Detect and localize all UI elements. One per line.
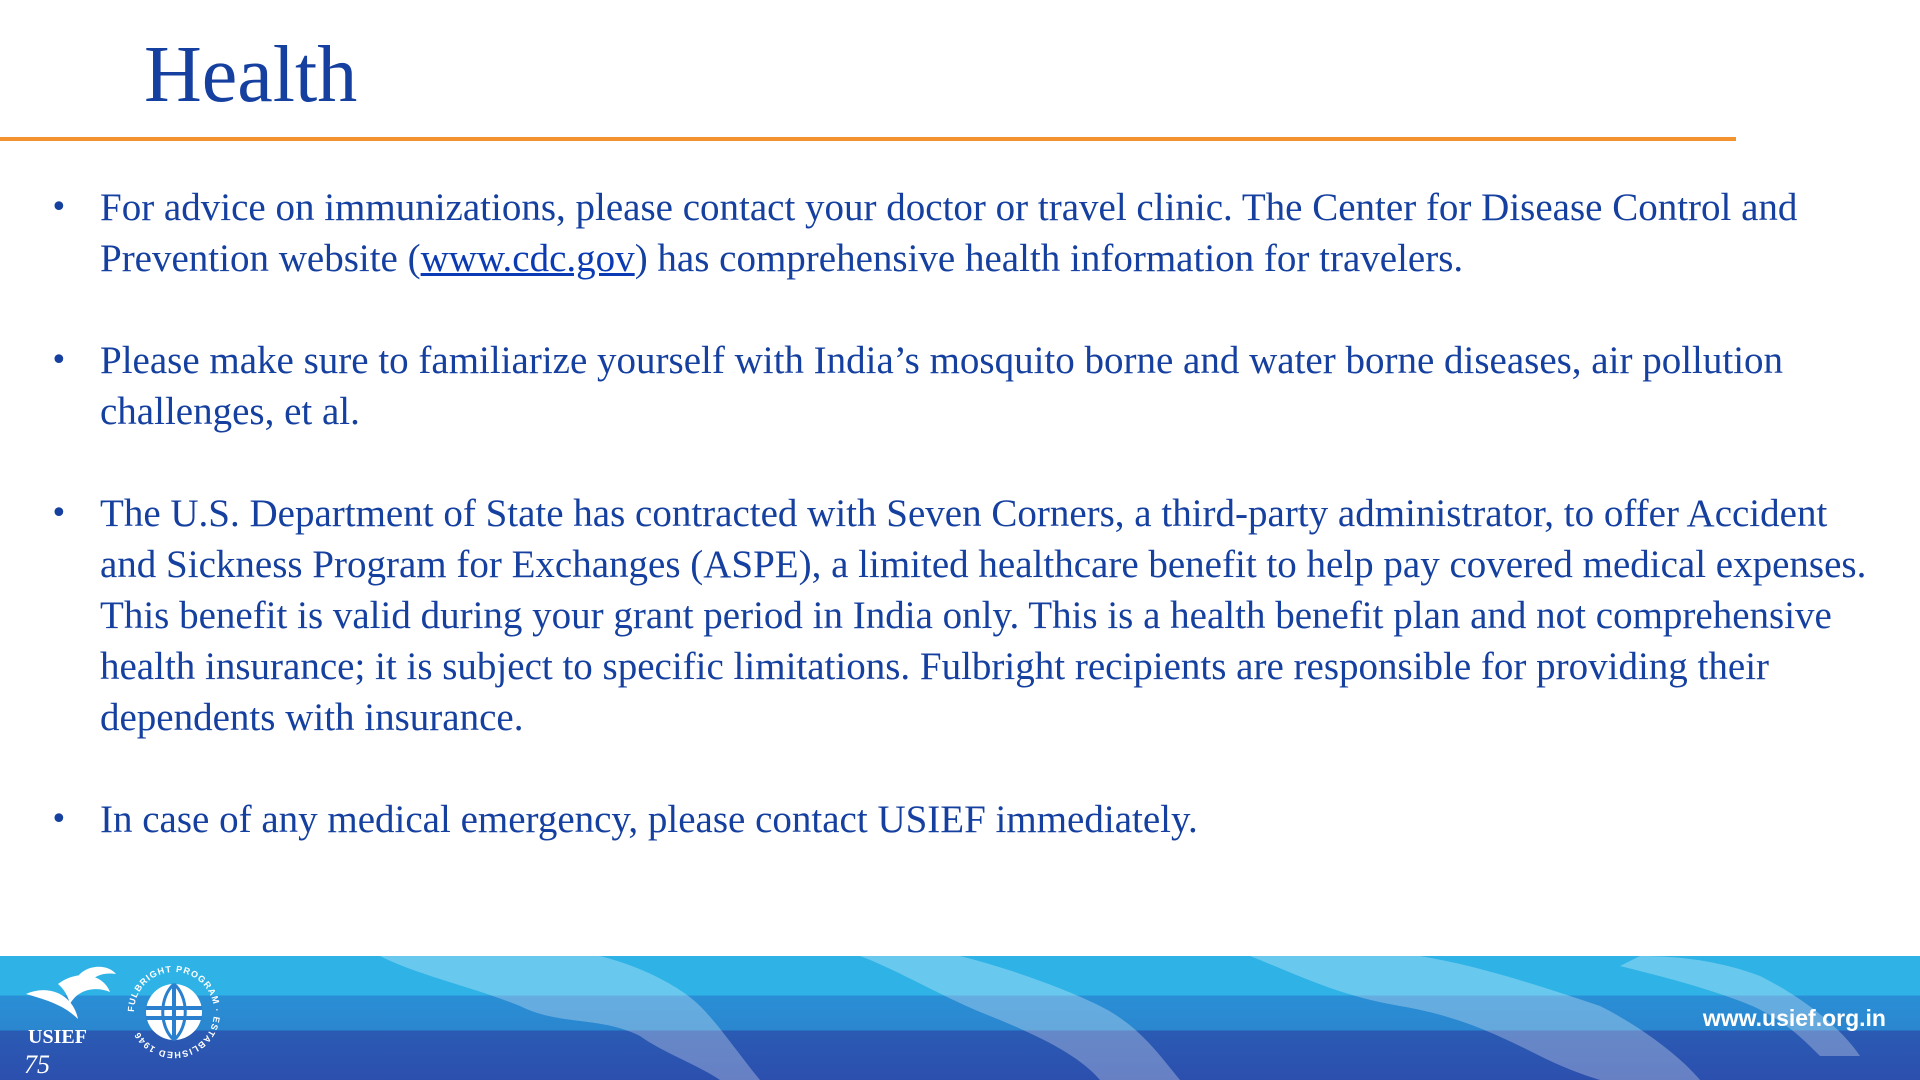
bullet-item-emergency	[50, 794, 1880, 845]
usief-logo-text: USIEF	[28, 1026, 87, 1048]
bullet-text-part: ) has comprehensive health information for travelers.	[634, 237, 1464, 280]
bullet-list	[50, 182, 1880, 896]
title-divider	[0, 137, 1736, 141]
bullet-dot-icon: •	[50, 496, 68, 531]
bullet-text: In case of any medical emergency, please contact USIEF immediately.	[100, 798, 1198, 841]
bullet-dot-icon: •	[50, 190, 68, 225]
footer-url[interactable]: www.usief.org.in	[1702, 1005, 1886, 1031]
usief-75-text: 75	[24, 1050, 50, 1079]
bullet-text	[100, 182, 1880, 284]
usief-logo	[18, 964, 118, 1079]
cdc-link[interactable]: www.cdc.gov	[420, 237, 635, 280]
fulbright-logo	[124, 962, 224, 1062]
bullet-dot-icon: •	[50, 343, 68, 378]
footer-banner	[0, 956, 1920, 1080]
bullet-item-diseases	[50, 335, 1880, 437]
bullet-item-immunizations	[50, 182, 1880, 284]
fulbright-ring-text: FULBRIGHT PROGRAM · ESTABLISHED 1946	[125, 963, 223, 1061]
usief-leaf-icon	[18, 964, 118, 1034]
bullet-text: Please make sure to familiarize yourself with India’s mosquito borne and water borne diseases, air pollution challenges, et al.	[100, 339, 1784, 433]
bullet-dot-icon: •	[50, 802, 68, 837]
bullet-text: The U.S. Department of State has contracted with Seven Corners, a third-party administrator, to offer Accident and Sickness Program for Exchanges (ASPE), a limited healthcare benefit to help pay covered medical expenses. This benefit is valid during your grant period in India only. This is a health benefit plan and not comprehensive health insurance; it is subject to specific limitations. Fulbright recipients are responsible for providing their dependents with insurance.	[100, 492, 1867, 739]
bullet-text-part: For advice on immunizations, please contact your doctor or travel clinic. The Center for Disease Control and Prevention website (	[100, 186, 1798, 280]
world-map-icon	[0, 956, 1920, 1080]
slide-title: Health	[144, 31, 358, 119]
fulbright-globe-icon	[124, 962, 224, 1062]
bullet-item-aspe	[50, 488, 1880, 743]
